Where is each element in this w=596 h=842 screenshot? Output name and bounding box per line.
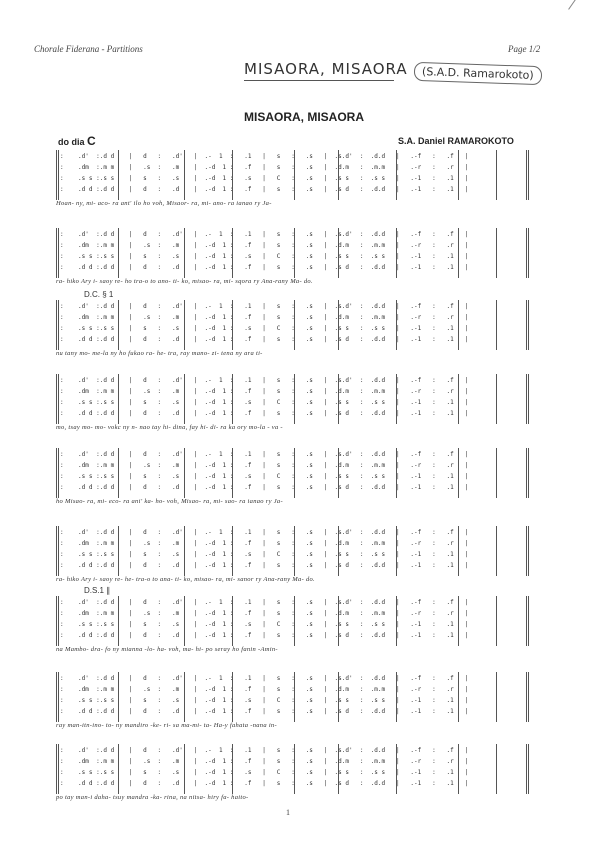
solfa-notes-row: : .s s :.s s | s : .s | .-d 1 : .s | C : .s | .s s : .s s | .-1 : .1 | (60, 473, 469, 480)
solfa-notes-row: : .dm :.m m | .s : .m | .-d 1 : .f | s : .s | .d.m : .m.m | .-r : .r | (60, 540, 469, 547)
solfa-notes-row: : .s s :.s s | s : .s | .-d 1 : .s | C : .s | .s s : .s s | .-1 : .1 | (60, 621, 469, 628)
score-system (56, 150, 526, 212)
score-system (56, 228, 526, 290)
barline (526, 672, 527, 722)
lyrics-line: ho Misao- ra, mi- eco- ra ani' ka- ho- voh, Misao- ra, mi- sao- ra ianao ry Ja- (56, 498, 283, 505)
barline (496, 150, 497, 200)
solfa-notes-row: : .s s :.s s | s : .s | .-d 1 : .s | C : .s | .s s : .s s | .-1 : .1 | (60, 769, 469, 776)
lyrics-line: ra- hiko Ary i- saoy re- ho tra-o to ano- ti- ko, misao- ra, mi- sqora ry Ana-rany Ma- do. (56, 278, 313, 285)
solfa-notes-row: : .dm :.m m | .s : .m | .-d 1 : .f | s : .s | .d.m : .m.m | .-r : .r | (60, 686, 469, 693)
score-system (56, 744, 526, 806)
solfa-notes-row: : .d d :.d d | d : .d | .-d 1 : .f | s : .s | .s d : .d.d | .-1 : .1 | (60, 632, 469, 639)
barline (56, 744, 57, 794)
header-right: Page 1/2 (508, 44, 541, 54)
solfa-notes-row: : .d' :.d d | d : .d' | .- 1 : .1 | s : .s | .s.d' : .d.d | .-f : .f | (60, 451, 469, 458)
barline (526, 526, 527, 576)
barline (496, 526, 497, 576)
solfa-notes-row: : .dm :.m m | .s : .m | .-d 1 : .f | s : .s | .d.m : .m.m | .-r : .r | (60, 388, 469, 395)
solfa-notes-row: : .d d :.d d | d : .d | .-d 1 : .f | s : .s | .s d : .d.d | .-1 : .1 | (60, 484, 469, 491)
solfa-notes-row: : .d' :.d d | d : .d' | .- 1 : .1 | s : .s | .s.d' : .d.d | .-f : .f | (60, 303, 469, 310)
barline (496, 300, 497, 350)
barline (56, 448, 57, 498)
solfa-notes-row: : .d d :.d d | d : .d | .-d 1 : .f | s : .s | .s d : .d.d | .-1 : .1 | (60, 562, 469, 569)
repeat-mark: D.C. § 1 (84, 290, 114, 299)
score-system (56, 374, 526, 436)
barline (526, 596, 527, 646)
solfa-notes-row: : .d' :.d d | d : .d' | .- 1 : .1 | s : .s | .s.d' : .d.d | .-f : .f | (60, 599, 469, 606)
barline (526, 448, 527, 498)
barline (526, 228, 527, 278)
barline (496, 448, 497, 498)
barline (526, 374, 527, 424)
barline (56, 150, 57, 200)
barline (56, 526, 57, 576)
barline (526, 150, 527, 200)
key-prefix: do dia (58, 137, 87, 147)
lyrics-line: ray man-itn-ino- to- ny mandiro -ke- ri- sa ma-mi- ta- Ha-y fahata -nana in- (56, 722, 277, 729)
solfa-notes-row: : .dm :.m m | .s : .m | .-d 1 : .f | s : .s | .d.m : .m.m | .-r : .r | (60, 462, 469, 469)
barline (56, 596, 57, 646)
barline (56, 300, 57, 350)
barline (526, 300, 527, 350)
solfa-notes-row: : .dm :.m m | .s : .m | .-d 1 : .f | s : .s | .d.m : .m.m | .-r : .r | (60, 242, 469, 249)
solfa-notes-row: : .d d :.d d | d : .d | .-d 1 : .f | s : .s | .s d : .d.d | .-1 : .1 | (60, 780, 469, 787)
handwritten-title-text: MISAORA, MISAORA (244, 60, 408, 78)
lyrics-line: nu tany mo- me-la ny ho fukao ra- he- tra, ray mano- zi- tena ny ara ti- (56, 350, 263, 357)
barline (496, 744, 497, 794)
score-system (56, 448, 526, 510)
solfa-notes-row: : .dm :.m m | .s : .m | .-d 1 : .f | s : .s | .d.m : .m.m | .-r : .r | (60, 164, 469, 171)
solfa-notes-row: : .s s :.s s | s : .s | .-d 1 : .s | C : .s | .s s : .s s | .-1 : .1 | (60, 399, 469, 406)
lyrics-line: mo, tsay mo- mo- vokc ny n- nao tay hi- dina, fay hi- di- ra ka ory mo-la - va - (56, 424, 283, 431)
lyrics-line: Hoan- ny, mi- aco- ra ant' ilo ho voh, Misaor- ra, mi- ano- ra ianao ry Ja- (56, 200, 272, 207)
solfa-notes-row: : .s s :.s s | s : .s | .-d 1 : .s | C : .s | .s s : .s s | .-1 : .1 | (60, 325, 469, 332)
barline (526, 744, 527, 794)
page-number: 1 (286, 808, 290, 817)
solfa-notes-row: : .d d :.d d | d : .d | .-d 1 : .f | s : .s | .s d : .d.d | .-1 : .1 | (60, 264, 469, 271)
lyrics-line: ra- hiko Ary i- saoy re- he- tra-o to ana- ti- ko, misao- ra, mi- sanor ry Ana-rany Ma- do. (56, 576, 315, 583)
solfa-notes-row: : .dm :.m m | .s : .m | .-d 1 : .f | s : .s | .d.m : .m.m | .-r : .r | (60, 610, 469, 617)
solfa-notes-row: : .d d :.d d | d : .d | .-d 1 : .f | s : .s | .s d : .d.d | .-1 : .1 | (60, 708, 469, 715)
score-system (56, 672, 526, 734)
solfa-notes-row: : .d' :.d d | d : .d' | .- 1 : .1 | s : .s | .s.d' : .d.d | .-f : .f | (60, 529, 469, 536)
solfa-notes-row: : .s s :.s s | s : .s | .-d 1 : .s | C : .s | .s s : .s s | .-1 : .1 | (60, 551, 469, 558)
barline (496, 672, 497, 722)
header-left: Chorale Fiderana - Partitions (34, 44, 143, 54)
solfa-notes-row: : .s s :.s s | s : .s | .-d 1 : .s | C : .s | .s s : .s s | .-1 : .1 | (60, 697, 469, 704)
solfa-notes-row: : .d d :.d d | d : .d | .-d 1 : .f | s : .s | .s d : .d.d | .-1 : .1 | (60, 410, 469, 417)
repeat-mark: D.S.1 ∥ (84, 586, 111, 595)
page-title: MISAORA, MISAORA (244, 110, 364, 124)
solfa-notes-row: : .d' :.d d | d : .d' | .- 1 : .1 | s : .s | .s.d' : .d.d | .-f : .f | (60, 153, 469, 160)
barline (496, 374, 497, 424)
handwritten-title (244, 60, 408, 78)
handwritten-underline (244, 80, 394, 81)
key-letter: C (87, 134, 96, 148)
solfa-notes-row: : .d' :.d d | d : .d' | .- 1 : .1 | s : .s | .s.d' : .d.d | .-f : .f | (60, 377, 469, 384)
lyrics-line: po tay man-i daha- tsuy mandra -ka- rina, na nitsa- hiry fa- haito- (56, 794, 249, 801)
barline (496, 596, 497, 646)
score-system (56, 586, 526, 658)
score-system (56, 290, 526, 362)
solfa-notes-row: : .dm :.m m | .s : .m | .-d 1 : .f | s : .s | .d.m : .m.m | .-r : .r | (60, 758, 469, 765)
score-system (56, 526, 526, 588)
composer: S.A. Daniel RAMAROKOTO (398, 136, 514, 146)
barline (56, 374, 57, 424)
lyrics-line: na Mambo- dra- fo ny mianna -lo- ha- voh, ma- hi- po seray ho fanin -Amin- (56, 646, 278, 653)
solfa-notes-row: : .d d :.d d | d : .d | .-d 1 : .f | s : .s | .s d : .d.d | .-1 : .1 | (60, 336, 469, 343)
solfa-notes-row: : .s s :.s s | s : .s | .-d 1 : .s | C : .s | .s s : .s s | .-1 : .1 | (60, 253, 469, 260)
scan-mark (568, 0, 576, 10)
solfa-notes-row: : .d' :.d d | d : .d' | .- 1 : .1 | s : .s | .s.d' : .d.d | .-f : .f | (60, 675, 469, 682)
handwritten-author: (S.A.D. Ramarokoto) (414, 62, 542, 85)
solfa-notes-row: : .s s :.s s | s : .s | .-d 1 : .s | C : .s | .s s : .s s | .-1 : .1 | (60, 175, 469, 182)
key-signature (58, 134, 96, 148)
barline (56, 228, 57, 278)
solfa-notes-row: : .d d :.d d | d : .d | .-d 1 : .f | s : .s | .s d : .d.d | .-1 : .1 | (60, 186, 469, 193)
barline (56, 672, 57, 722)
solfa-notes-row: : .d' :.d d | d : .d' | .- 1 : .1 | s : .s | .s.d' : .d.d | .-f : .f | (60, 231, 469, 238)
solfa-notes-row: : .d' :.d d | d : .d' | .- 1 : .1 | s : .s | .s.d' : .d.d | .-f : .f | (60, 747, 469, 754)
barline (496, 228, 497, 278)
solfa-notes-row: : .dm :.m m | .s : .m | .-d 1 : .f | s : .s | .d.m : .m.m | .-r : .r | (60, 314, 469, 321)
